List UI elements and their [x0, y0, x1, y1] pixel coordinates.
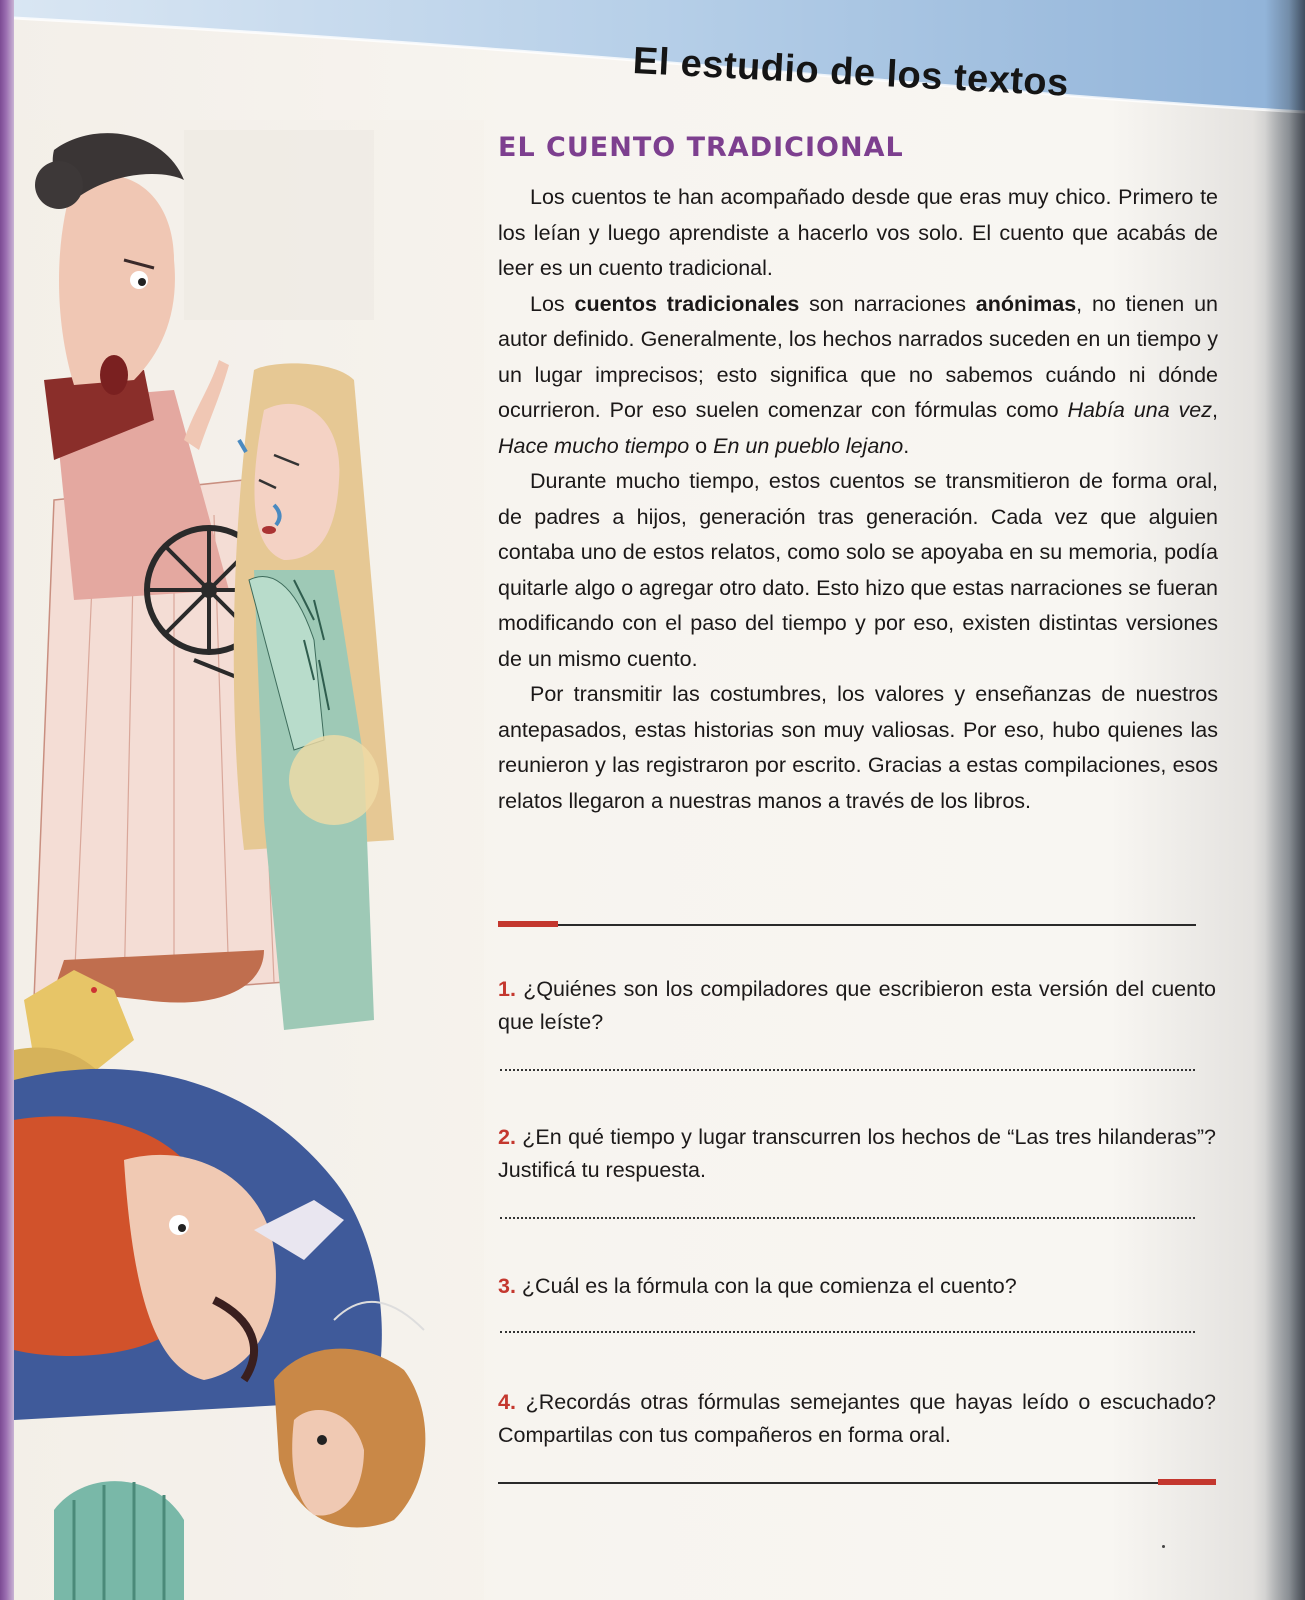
paragraph-compilations: Por transmitir las costumbres, los valores y enseñanzas de nuestros antepasados, estas historias son muy valiosas. Por eso, hubo quienes las reunieron y las registraron por escrito. Gracias a estas compilaciones, esos relatos llegaron a nuestras manos a través de los libros. [498, 682, 1218, 813]
question-1 [498, 973, 1216, 1039]
bold-term-cuentos-tradicionales: cuentos tradicionales [574, 291, 800, 316]
question-text: ¿Cuál es la fórmula con la que comienza el cuento? [515, 1274, 1017, 1298]
text-run: son narraciones [799, 291, 976, 316]
question-text: ¿Recordás otras fórmulas semejantes que hayas leído o escuchado? Compartilas con tus compañeros en forma oral. [498, 1390, 1216, 1447]
page-binding-shadow [1265, 0, 1305, 1600]
reading-content [498, 132, 1218, 819]
paragraph-definition [498, 287, 1218, 465]
question-4 [498, 1386, 1216, 1452]
question-2 [498, 1121, 1216, 1187]
bottom-divider-accent [1158, 1479, 1216, 1485]
answer-line-1[interactable] [500, 1068, 1195, 1071]
italic-formula: En un pueblo lejano [713, 433, 904, 458]
question-number: 4. [498, 1390, 516, 1414]
text-run: , [1212, 398, 1218, 422]
question-3 [498, 1270, 1216, 1303]
page-mark [1162, 1545, 1165, 1548]
question-text: ¿Quiénes son los compiladores que escribieron esta versión del cuento que leíste? [498, 977, 1216, 1034]
question-number: 3. [498, 1274, 516, 1298]
paragraph-intro: Los cuentos te han acompañado desde que eras muy chico. Primero te los leían y luego aprendiste a hacerlo vos solo. El cuento que acabás de leer es un cuento tradicional. [498, 185, 1218, 280]
bottom-divider [498, 1482, 1198, 1484]
text-run: , no tienen un autor definido. Generalmente, los hechos narrados suceden en un tiempo y un lugar imprecisos; esto significa que no sabemos cuándo ni dónde ocurrieron. Por eso suelen comenzar con fórmulas como [498, 291, 1218, 422]
question-text: ¿En qué tiempo y lugar transcurren los hechos de “Las tres hilanderas”? Justificá tu respuesta. [498, 1125, 1216, 1182]
question-number: 1. [498, 977, 516, 1001]
italic-formula: Hace mucho tiempo [498, 433, 690, 458]
italic-formula: Había una vez [1067, 398, 1213, 422]
page-edge [0, 0, 14, 1600]
section-divider [498, 924, 1196, 926]
text-run: o [689, 433, 714, 458]
text-run: Los [530, 291, 575, 316]
question-number: 2. [498, 1125, 516, 1149]
text-run: . [903, 433, 910, 458]
page-header-title: El estudio de los textos [631, 40, 1070, 105]
section-title: EL CUENTO TRADICIONAL [498, 132, 904, 163]
answer-line-2[interactable] [500, 1216, 1195, 1219]
story-illustration [14, 120, 484, 1600]
paragraph-oral-tradition: Durante mucho tiempo, estos cuentos se transmitieron de forma oral, de padres a hijos, generación tras generación. Cada vez que alguien contaba uno de estos relatos, como solo se apoyaba en su memoria, podía quitarle algo o agregar otro dato. Esto hizo que estas narraciones se fueran modificando con el paso del tiempo y por eso, existen distintas versiones de un mismo cuento. [498, 469, 1218, 671]
divider-accent [498, 921, 558, 927]
bold-term-anonimas: anónimas [975, 291, 1077, 316]
answer-line-3[interactable] [500, 1330, 1195, 1333]
